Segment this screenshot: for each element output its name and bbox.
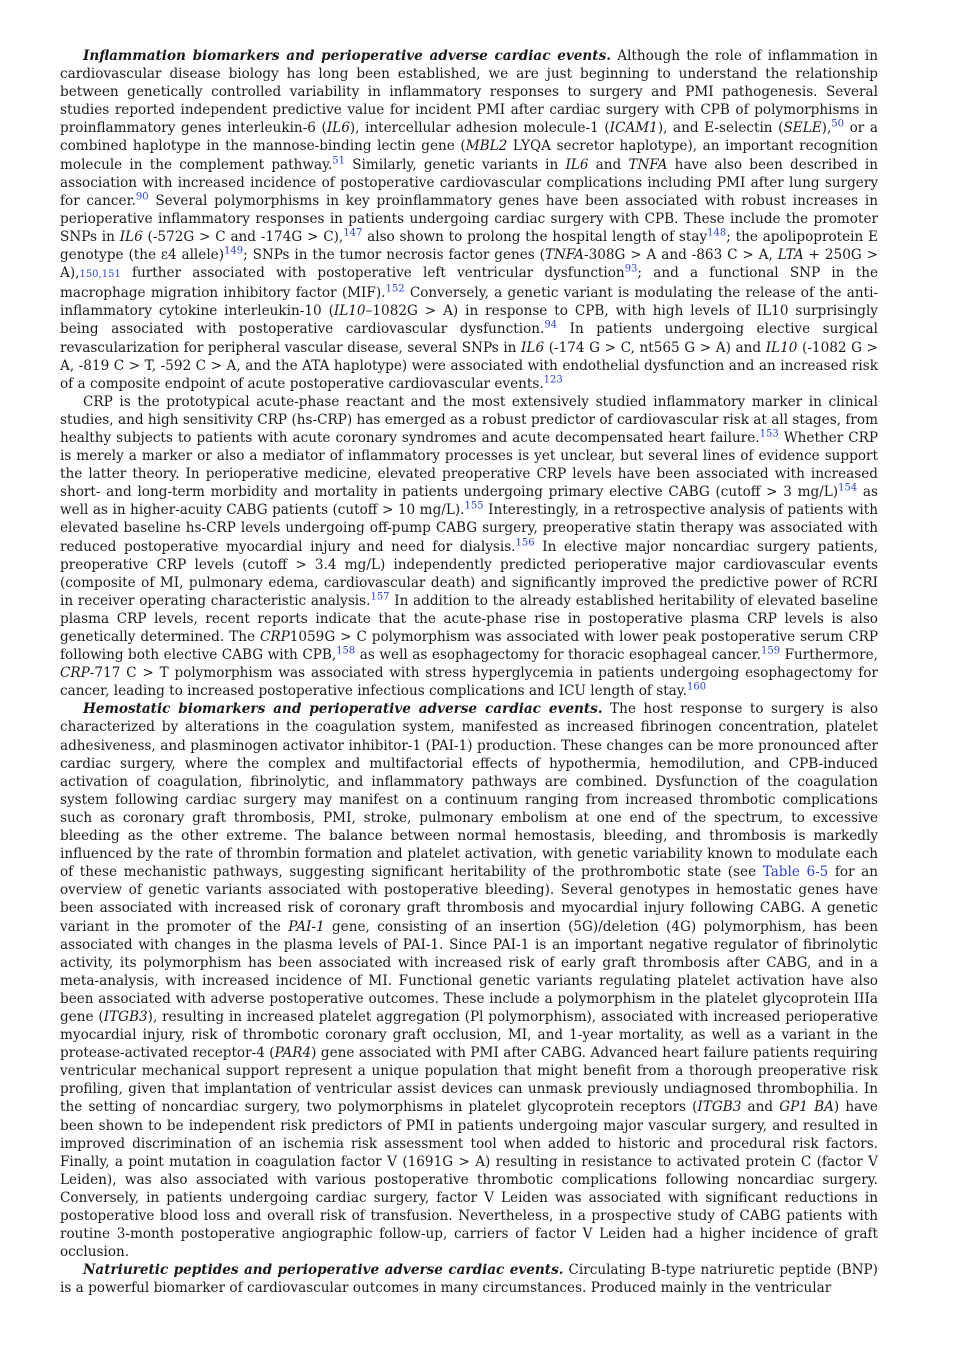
document-page — [60, 47, 878, 1297]
text: 1059G > C polymorphism was associated with lower peak postoperative serum CRP following both elective CABG with CPB, — [60, 629, 878, 664]
citation-link[interactable]: 123 — [543, 374, 563, 386]
text: Whether CRP is merely a marker or also a mediator of inflammatory processes is yet unclear, but several lines of evidence support the latter theory. In perioperative medicine, elevated preoperative CRP levels have been associated with increased short- and long-term morbidity and mortality in patients undergoing primary elective CABG (cutoff > 3 mg/L) — [60, 429, 878, 501]
text: and — [588, 156, 629, 173]
text: The host response to surgery is also characterized by alterations in the coagulation system, manifested as increased fibrinogen concentration, platelet adhesiveness, and plasminogen activator inhibitor-1 (PAI-1) production. These changes can be more pronounced after cardiac surgery, where the complex and multifactorial effects of hypothermia, hemodilution, and CPB-induced activation of coagulation, fibrinolytic, and inflammatory pathways are combined. Dysfunction of the coagulation system following cardiac surgery may manifest on a continuum ranging from increased thrombotic complications such as coronary graft thrombosis, PMI, stroke, pulmonary embolism at one end of the spectrum, to excessive bleeding as the other extreme. The balance between normal hemostasis, bleeding, and thrombosis is markedly influenced by the rate of thrombin formation and platelet activation, with genetic variability known to modulate each of these mechanistic pathways, suggesting significant heritability of the prothrombotic state (see — [60, 701, 878, 881]
gene-name: IL6 — [565, 156, 589, 173]
citation-link[interactable]: 154 — [838, 482, 858, 494]
paragraph-natriuretic — [60, 1261, 878, 1297]
gene-name: PAI-1 — [288, 918, 325, 935]
text: In elective major noncardiac surgery patients, preoperative CRP levels (cutoff > 3.4 mg/L) independently predicted perioperative major cardiovascular events (composite of MI, pulmonary edema, cardiovascular death) and significantly improved the predictive power of RCRI in receiver operating characteristic analysis. — [60, 538, 878, 609]
text: or a combined haplotype in the mannose-binding lectin gene ( — [60, 120, 878, 155]
text: + 250G > A), — [60, 247, 878, 282]
text: Several polymorphisms in key proinflammatory genes have been associated with robust increases in perioperative inflammatory responses in patients undergoing cardiac surgery with CPB. These include the promoter SNPs in — [60, 192, 878, 245]
text: ) gene associated with PMI after CABG. Advanced heart failure patients requiring ventricular mechanical support represent a unique population that might benefit from a thorough preoperative risk profiling, given that implantation of ventricular assist devices can unmask previously undiagnosed thrombophilia. In the setting of noncardiac surgery, two polymorphisms in platelet glycoprotein receptors ( — [60, 1045, 878, 1116]
gene-name: SELE — [783, 120, 822, 137]
section-heading-inflammation: Inflammation biomarkers and perioperative adverse cardiac events. — [83, 48, 611, 64]
text: ), — [821, 120, 832, 137]
text: gene, consisting of an insertion (5G)/deletion (4G) polymorphism, has been associated with changes in the plasma levels of PAI-1. Since PAI-1 is an important negative regulator of fibrinolytic activity, its polymorphism has been associated with increased risk of early graft thrombosis after CABG, and in a meta-analysis, with increased incidence of MI. Functional genetic variants regulating platelet activation have also been associated with adverse postoperative outcomes. These include a polymorphism in the platelet glycoprotein IIIa gene ( — [60, 918, 879, 1025]
citation-link[interactable]: 149 — [224, 245, 244, 257]
text: In patients undergoing elective surgical revascularization for peripheral vascular disease, several SNPs in — [60, 321, 878, 356]
text: -308G > A and -863 C > A, — [584, 247, 778, 264]
citation-link[interactable]: 150,151 — [79, 269, 121, 281]
text: and — [741, 1099, 780, 1116]
text: as well as in higher-acuity CABG patients (cutoff > 10 mg/L). — [60, 484, 878, 519]
gene-name: GP1 BA — [779, 1099, 834, 1116]
gene-name: CRP — [60, 665, 90, 682]
text: ; SNPs in the tumor necrosis factor genes ( — [243, 247, 545, 264]
citation-link[interactable]: 93 — [624, 263, 638, 275]
citation-link[interactable]: 157 — [370, 591, 390, 603]
citation-link[interactable]: 153 — [759, 428, 779, 440]
citation-link[interactable]: 94 — [544, 319, 558, 331]
text: ; and a functional SNP in the macrophage migration inhibitory factor (MIF). — [60, 265, 878, 302]
text: (-174 G > C, nt565 G > A) and — [544, 339, 766, 356]
gene-name: TNFA — [628, 156, 668, 173]
gene-name: ITGB3 — [103, 1008, 148, 1025]
gene-name: ITGB3 — [697, 1099, 742, 1116]
section-heading-hemostatic: Hemostatic biomarkers and perioperative adverse cardiac events. — [83, 701, 603, 718]
gene-name: IL10 — [765, 339, 798, 356]
gene-name: CRP — [259, 629, 290, 645]
paragraph-inflammation — [60, 47, 878, 393]
text: Similarly, genetic variants in — [345, 156, 566, 173]
citation-link[interactable]: 90 — [135, 191, 149, 203]
citation-link[interactable]: 51 — [332, 155, 346, 167]
text: ), and E-selectin ( — [657, 120, 784, 137]
table-link[interactable]: Table 6-5 — [762, 864, 829, 881]
text: ) have been shown to be independent risk predictors of PMI in patients undergoing major vascular surgery, and resulted in improved discrimination of an ischemia risk assessment tool when added to historic and procedural risk factors. Finally, a point mutation in coagulation factor V (1691G > A) resulting in resistance to activated protein C (factor V Leiden), was also associated with various postoperative thrombotic complications following noncardiac surgery. Conversely, in patients undergoing cardiac surgery, factor V Leiden was associated with significant reductions in postoperative blood loss and overall risk of transfusion. Nevertheless, in a prospective study of CABG patients with routine 3-month postoperative angiographic follow-up, carriers of factor V Leiden had a higher incidence of graft occlusion. — [60, 1099, 878, 1261]
gene-name: MBL2 — [465, 138, 508, 155]
gene-name: PAR4 — [274, 1045, 312, 1062]
text: Although the role of inflammation in cardiovascular disease biology has long been established, we are just beginning to understand the relationship between genetically controlled variability in inflammatory responses to surgery and PMI pathogenesis. Several studies reported independent predictive value for incident PMI after cardiac surgery with CPB of polymorphisms in proinflammatory genes interleukin-6 ( — [60, 48, 878, 137]
text: Circulating B-type natriuretic peptide (BNP) is a powerful biomarker of cardiovascular outcomes in many circumstances. Produced mainly in the ventricular — [60, 1262, 878, 1297]
text: have also been described in association with increased incidence of postoperative cardiovascular complications including PMI after lung surgery for cancer. — [60, 156, 878, 209]
citation-link[interactable]: 156 — [515, 537, 535, 548]
text: In addition to the already established heritability of elevated baseline plasma CRP levels, recent reports indicate that the acute-phase rise in postoperative plasma CRP levels is also genetically determined. The — [60, 592, 878, 645]
paragraph-hemostatic — [60, 700, 878, 1261]
text: Furthermore, — [780, 647, 878, 664]
text: ), resulting in increased platelet aggregation (Pl polymorphism), associated with increased perioperative myocardial injury, risk of thrombotic coronary graft occlusion, MI, and 1-year mortality, as well as a variant in the protease-activated receptor-4 ( — [60, 1008, 878, 1062]
citation-link[interactable]: 159 — [761, 645, 781, 657]
citation-link[interactable]: 148 — [707, 227, 727, 239]
gene-name: ICAM1 — [609, 120, 658, 137]
text: ), intercellular adhesion molecule-1 ( — [349, 120, 610, 137]
section-heading-natriuretic: Natriuretic peptides and perioperative adverse cardiac events. — [83, 1262, 564, 1279]
citation-link[interactable]: 152 — [385, 283, 405, 295]
text: CRP is the prototypical acute-phase reactant and the most extensively studied inflammatory marker in clinical studies, and high sensitivity CRP (hs-CRP) has emerged as a robust predictor of cardiovascular risk at all stages, from healthy subjects to patients with acute coronary syndromes and acute decompensated heart failure. — [60, 393, 878, 446]
text: -717 C > T polymorphism was associated with stress hyperglycemia in patients undergoing esophagectomy for cancer, leading to increased postoperative infectious complications and ICU length of stay. — [60, 665, 878, 700]
gene-name: IL6 — [521, 339, 545, 356]
citation-link[interactable]: 155 — [464, 500, 484, 512]
citation-link[interactable]: 158 — [336, 645, 356, 657]
gene-name: IL6 — [119, 228, 143, 245]
text: (-572G > C and -174G > C), — [142, 228, 344, 245]
citation-link[interactable]: 160 — [686, 681, 707, 693]
citation-link[interactable]: 147 — [343, 227, 363, 239]
gene-name: IL6 — [326, 120, 350, 137]
gene-name: TNFA — [544, 247, 584, 264]
citation-link[interactable]: 50 — [831, 118, 845, 130]
text: Conversely, a genetic variant is modulating the release of the anti-inflammatory cytokine interleukin-10 ( — [60, 285, 879, 320]
text: ; the apolipoprotein E genotype (the ε4 allele) — [60, 228, 878, 264]
paragraph-crp — [60, 393, 878, 701]
text: Interestingly, in a retrospective analysis of patients with elevated baseline hs-CRP levels undergoing off-pump CABG surgery, preoperative statin therapy was associated with reduced postoperative myocardial injury and need for dialysis. — [60, 502, 878, 555]
text: further associated with postoperative left ventricular dysfunction — [120, 265, 625, 282]
text: LYQA secretor haplotype), an important recognition molecule in the complement pathway. — [60, 138, 878, 173]
gene-name: IL10 — [333, 303, 366, 320]
text: also shown to prolong the hospital length of stay — [362, 228, 708, 245]
text: –1082G > A) in response to CPB, with high levels of IL10 surprisingly being associated with postoperative cardiovascular dysfunction. — [60, 303, 878, 338]
text: as well as esophagectomy for thoracic esophageal cancer. — [355, 647, 761, 664]
text: for an overview of genetic variants associated with postoperative bleeding). Several genotypes in hemostatic genes have been associated with increased risk of coronary graft thrombosis and myocardial injury following CABG. A genetic variant in the promoter of the — [60, 864, 879, 935]
gene-name: LTA — [777, 247, 804, 264]
text: (-1082 G > A, -819 C > T, -592 C > A, and the ATA haplotype) were associated with endothelial dysfunction and an increased risk of a composite endpoint of acute postoperative cardiovascular events. — [60, 339, 878, 392]
